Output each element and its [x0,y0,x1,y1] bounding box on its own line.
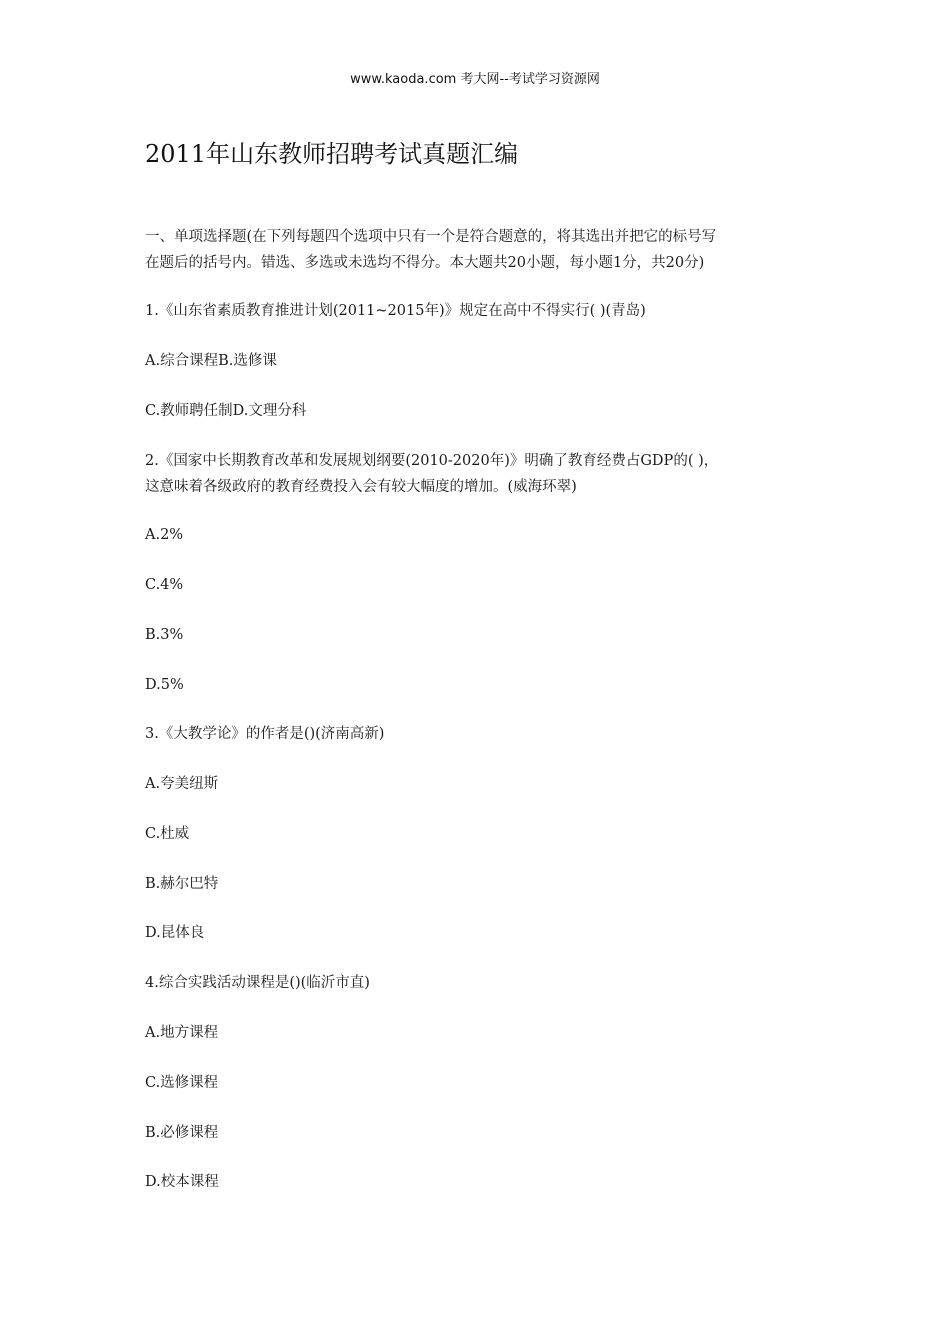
question-2-stem [145,448,813,500]
question-2-stem-line: 这意味着各级政府的教育经费投入会有较大幅度的增加。(威海环翠) [145,479,577,495]
question-3-option: B.赫尔巴特 [145,876,219,892]
question-2-option: B.3% [145,627,184,643]
question-4-option: A.地方课程 [145,1025,219,1041]
question-2-option: D.5% [145,677,184,693]
question-1-option: C.教师聘任制D.文理分科 [145,403,307,419]
question-2-option: C.4% [145,577,184,593]
question-4-stem: 4.综合实践活动课程是()(临沂市直) [145,975,370,991]
question-1-option: A.综合课程B.选修课 [145,353,277,369]
question-4-option: D.校本课程 [145,1174,219,1190]
section-intro [145,224,813,276]
question-3-option: C.杜威 [145,826,190,842]
document-title: 2011年山东教师招聘考试真题汇编 [145,140,519,168]
section-intro-line: 在题后的括号内。错选、多选或未选均不得分。本大题共20小题，每小题1分，共20分) [145,255,705,271]
site-header: www.kaoda.com 考大网--考试学习资源网 [350,72,600,87]
question-3-stem: 3.《大教学论》的作者是()(济南高新) [145,726,385,742]
question-4-option: B.必修课程 [145,1125,219,1141]
question-2-stem-line: 2.《国家中长期教育改革和发展规划纲要(2010-2020年)》明确了教育经费占GDP的( )， [145,453,719,469]
section-intro-line: 一、单项选择题(在下列每题四个选项中只有一个是符合题意的，将其选出并把它的标号写 [145,229,717,245]
question-3-option: D.昆体良 [145,925,205,941]
question-1-stem: 1.《山东省素质教育推进计划(2011~2015年)》规定在高中不得实行( )(青岛) [145,303,646,319]
question-2-option: A.2% [145,527,184,543]
question-4-option: C.选修课程 [145,1075,219,1091]
question-3-option: A.夸美纽斯 [145,776,219,792]
